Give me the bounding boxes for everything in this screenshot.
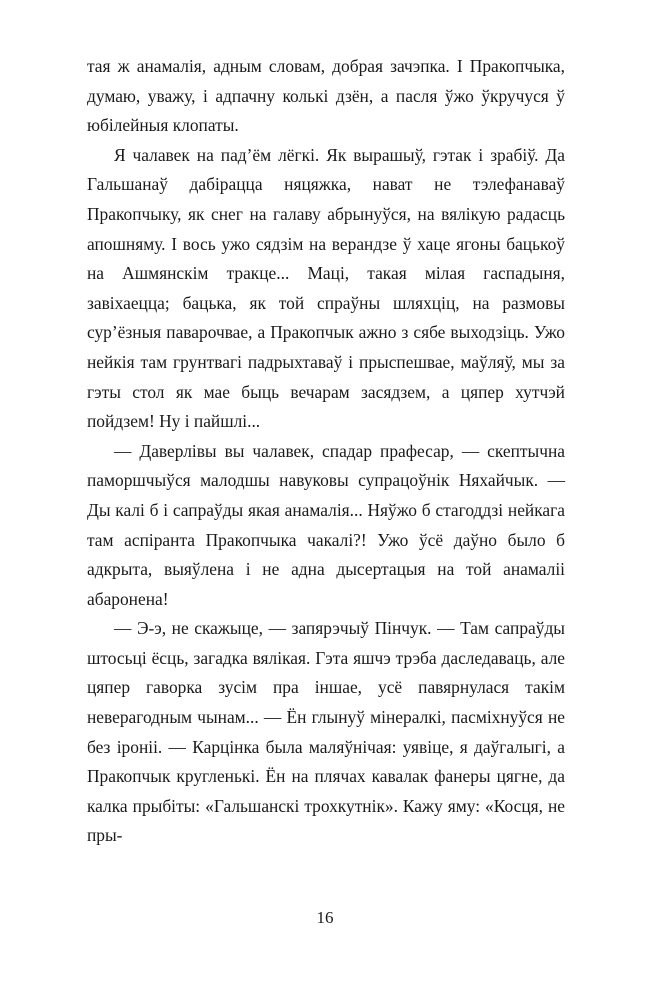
page-number: 16	[316, 908, 334, 927]
paragraph: Я чалавек на пад’ём лёгкі. Як вырашыў, гэтак і зрабіў. Да Гальшанаў дабірацца няцяжка, нават не тэлефанаваў Пракопчыку, як снег на галаву абрынуўся, на вялікую радасць апошняму. І вось ужо сядзім на верандзе ў хаце ягоны бацькоў на Ашмянскім тракце... Маці, такая мілая гаспадыня, завіхаецца; бацька, як той спраўны шляхціц, на размовы сур’ёзныя паварочвае, а Пракопчык ажно з сябе выходзіць. Ужо нейкія там грунтвагі падрыхтаваў і прыспешвае, маўляў, мы за гэты стол як мае быць вечарам засядзем, а цяпер хутчэй пойдзем! Ну і пайшлі...	[87, 144, 565, 432]
body-text	[87, 52, 565, 851]
paragraph: — Даверлівы вы чалавек, спадар прафесар, — скептычна паморшчыўся малодшы навуковы супрацоўнік Няхайчык. — Ды калі б і сапраўды якая анамалія... Няўжо б стагоддзі нейкага там аспіранта Пракопчыка чакалі?! Ужо ўсё даўно было б адкрыта, выяўлена і не адна дысертацыя на той анамаліі абаронена!	[87, 440, 565, 609]
paragraph: — Э-э, не скажыце, — запярэчыў Пінчук. — Там сапраўды штосьці ёсць, загадка вялікая. Гэта яшчэ трэба даследаваць, але цяпер гаворка зусім пра іншае, усё павярнулася такім неверагодным чынам... — Ён глынуў мінералкі, пасміхнуўся не без іроніі. — Карцінка была маляўнічая: уявіце, я даўгалыгі, а Пракопчык кругленькі. Ён на плячах кавалак фанеры цягне, да калка прыбіты: «Гальшанскі трохкутнік». Кажу яму: «Косця, не пры-	[87, 618, 565, 846]
paragraph: тая ж анамалія, адным словам, добрая зачэпка. І Пракопчыка, думаю, уважу, і адпачну колькі дзён, а пасля ўжо ўкручуся ў юбілейныя клопаты.	[87, 56, 565, 136]
